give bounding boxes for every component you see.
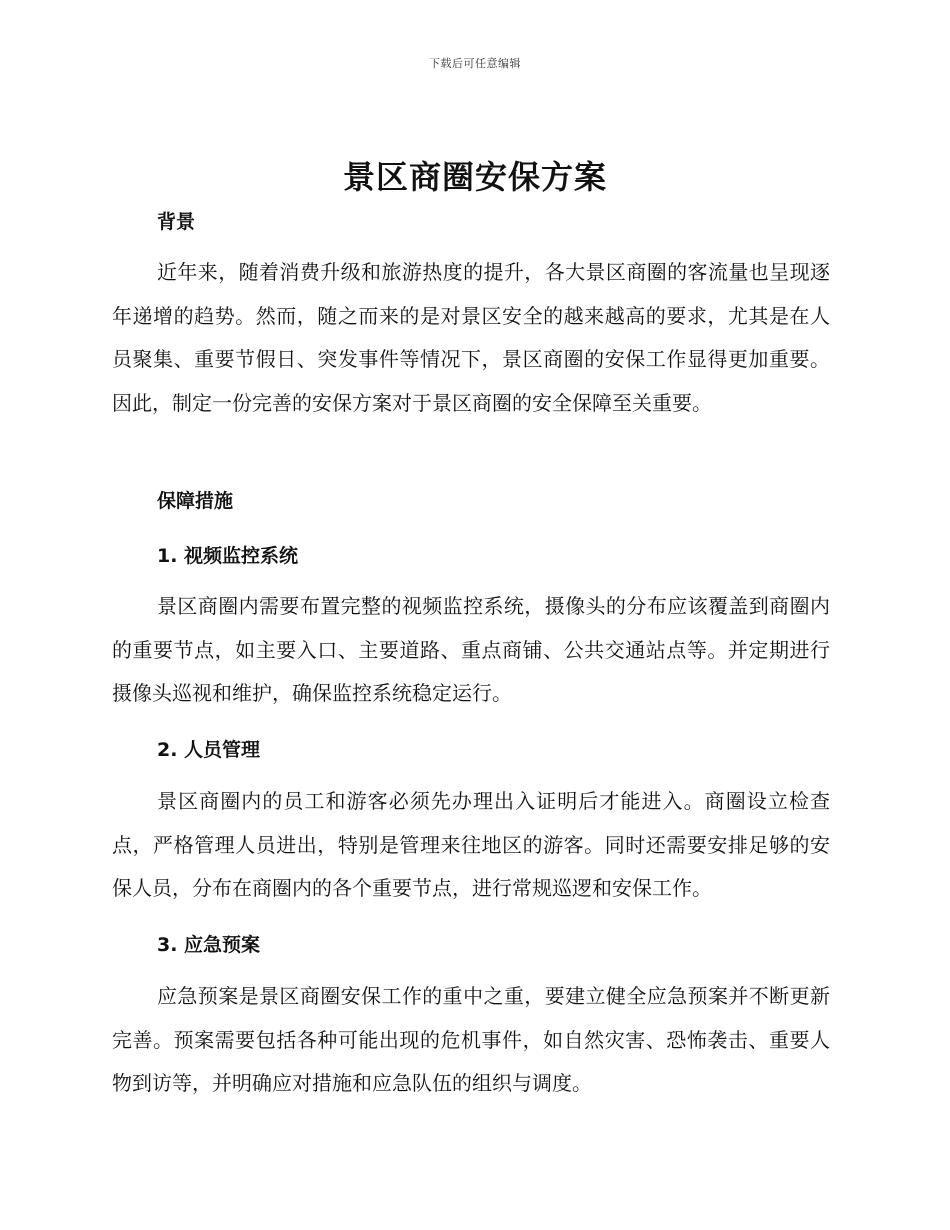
- section-heading-measures: 保障措施: [157, 490, 234, 512]
- section-heading-emergency-plan: 3. 应急预案: [157, 934, 261, 956]
- section-heading-video-monitoring: 1. 视频监控系统: [157, 545, 299, 567]
- section-paragraph-emergency-plan: 应急预案是景区商圈安保工作的重中之重，要建立健全应急预案并不断更新完善。预案需要包括各种可能出现的危机事件，如自然灾害、恐怖袭击、重要人物到访等，并明确应对措施和应急队伍的组织与调度。: [112, 984, 830, 1095]
- document-title: 景区商圈安保方案: [342, 158, 607, 196]
- section-paragraph-background: 近年来，随着消费升级和旅游热度的提升，各大景区商圈的客流量也呈现逐年递增的趋势。然而，随之而来的是对景区安全的越来越高的要求，尤其是在人员聚集、重要节假日、突发事件等情况下，景区商圈的安保工作显得更加重要。因此，制定一份完善的安保方案对于景区商圈的安全保障至关重要。: [112, 260, 830, 415]
- section-heading-personnel-management: 2. 人员管理: [157, 739, 261, 761]
- section-heading-background: 背景: [157, 211, 196, 233]
- section-paragraph-video-monitoring: 景区商圈内需要布置完整的视频监控系统，摄像头的分布应该覆盖到商圈内的重要节点，如主要入口、主要道路、重点商铺、公共交通站点等。并定期进行摄像头巡视和维护，确保监控系统稳定运行。: [112, 594, 830, 705]
- header-note: 下载后可任意编辑: [429, 57, 521, 70]
- section-paragraph-personnel-management: 景区商圈内的员工和游客必须先办理出入证明后才能进入。商圈设立检查点，严格管理人员进出，特别是管理来往地区的游客。同时还需要安排足够的安保人员，分布在商圈内的各个重要节点，进行常规巡逻和安保工作。: [112, 789, 830, 900]
